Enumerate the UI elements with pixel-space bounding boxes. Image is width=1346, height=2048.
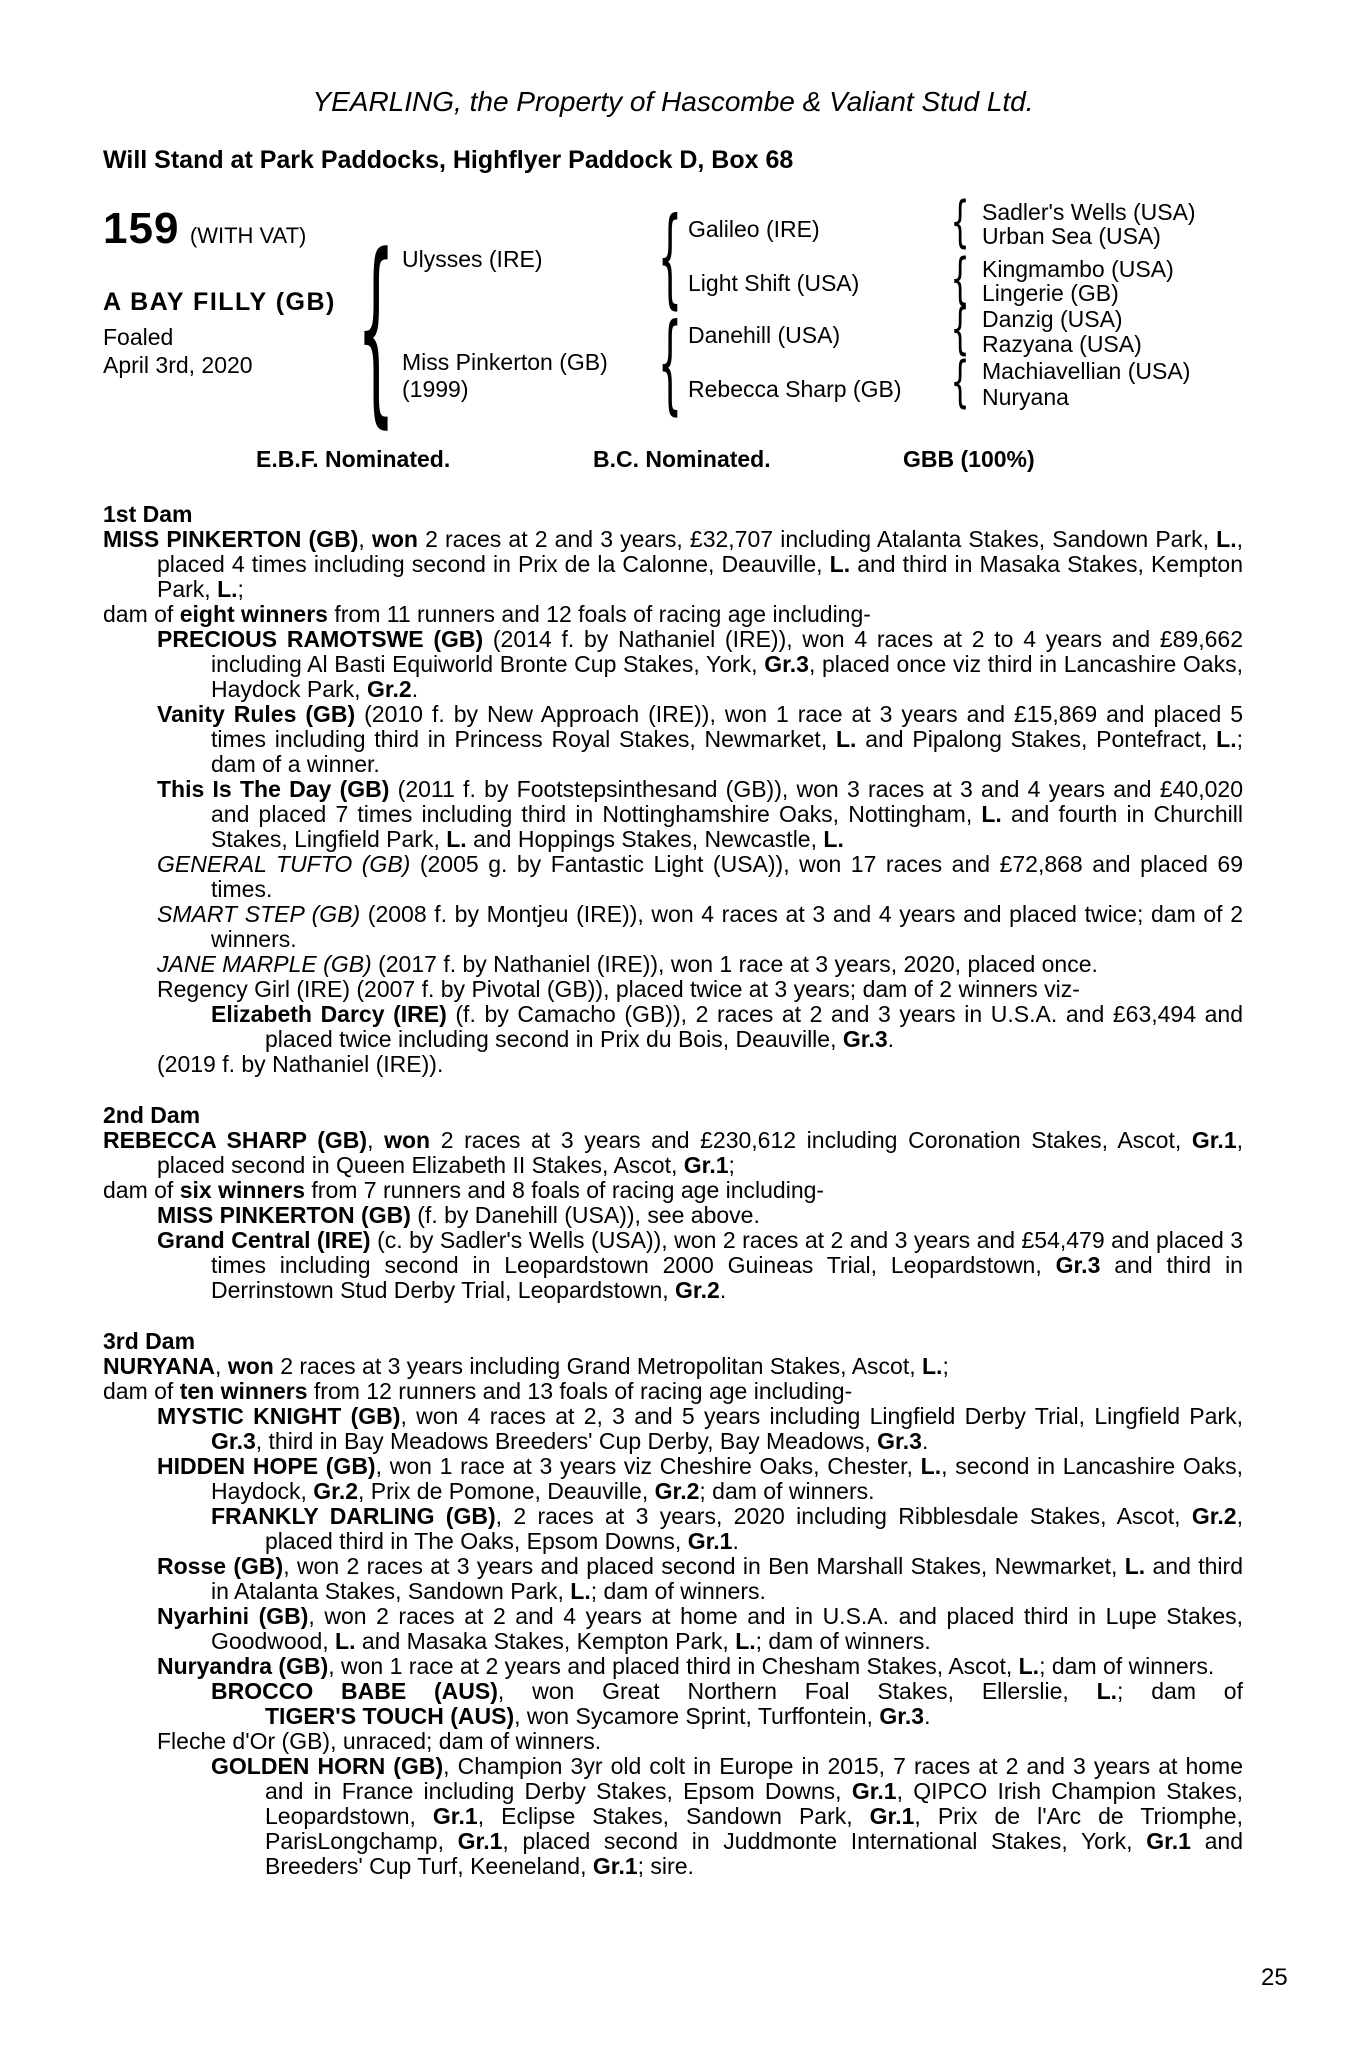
lot-number: 159: [103, 204, 180, 253]
granddam-name: Rebecca Sharp (GB): [688, 376, 902, 402]
vat-note: (WITH VAT): [189, 223, 307, 248]
produce-record: Grand Central (IRE) (c. by Sadler's Wells (USA)), won 2 races at 2 and 3 years and £54,479 and placed 3 times including second in Leopardstown 2000 Guineas Trial, Leopardstown, Gr.3 and third in Derrinstown Stud Derby Trial, Leopardstown, Gr.2.: [157, 1227, 1244, 1303]
lot-line: [103, 204, 306, 254]
produce-record: SMART STEP (GB) (2008 f. by Montjeu (IRE)), won 4 races at 3 and 4 years and placed twice; dam of 2 winners.: [157, 901, 1243, 952]
great-grandparent-name: Urban Sea (USA): [982, 223, 1161, 249]
great-grandparent-name: Kingmambo (USA): [982, 256, 1174, 282]
mare-record: REBECCA SHARP (GB), won 2 races at 3 years and £230,612 including Coronation Stakes, Ascot, Gr.1, placed second in Queen Elizabeth II Stakes, Ascot, Gr.1;: [103, 1127, 1244, 1178]
produce-record: BROCCO BABE (AUS), won Great Northern Foal Stakes, Ellerslie, L.; dam of: [211, 1678, 1243, 1704]
mare-record: dam of eight winners from 11 runners and 12 foals of racing age including-: [103, 601, 871, 627]
great-grandparent-name: Nuryana: [982, 384, 1069, 410]
foaled-date: April 3rd, 2020: [103, 352, 253, 378]
foaled-label: Foaled: [103, 324, 174, 350]
pedigree-brace-icon: {: [657, 300, 683, 426]
produce-record: MYSTIC KNIGHT (GB), won 4 races at 2, 3 and 5 years including Lingfield Derby Trial, Lingfield Park, Gr.3, third in Bay Meadows Breeders' Cup Derby, Bay Meadows, Gr.3.: [157, 1403, 1243, 1454]
great-grandparent-name: Sadler's Wells (USA): [982, 199, 1196, 225]
nomination-ebf: E.B.F. Nominated.: [256, 446, 451, 472]
pedigree-brace-icon: {: [657, 194, 683, 320]
dam-section: [103, 1103, 1243, 1303]
granddam-name: Light Shift (USA): [688, 270, 860, 296]
stand-location: Will Stand at Park Paddocks, Highflyer Paddock D, Box 68: [103, 146, 794, 174]
page-title: YEARLING, the Property of Hascombe & Valiant Stud Ltd.: [312, 86, 1034, 117]
mare-record: MISS PINKERTON (GB), won 2 races at 2 and 3 years, £32,707 including Atalanta Stakes, Sandown Park, L., placed 4 times including second in Prix de la Calonne, Deauville, L. and third in Masaka Stakes, Kempton Park, L.;: [103, 526, 1244, 602]
produce-record: GENERAL TUFTO (GB) (2005 g. by Fantastic Light (USA)), won 17 races and £72,868 and placed 69 times.: [157, 851, 1243, 902]
produce-record: FRANKLY DARLING (GB), 2 races at 3 years, 2020 including Ribblesdale Stakes, Ascot, Gr.2, placed third in The Oaks, Epsom Downs, Gr.1.: [211, 1503, 1243, 1554]
dam-year: (1999): [402, 376, 469, 402]
produce-record: Elizabeth Darcy (IRE) (f. by Camacho (GB)), 2 races at 2 and 3 years in U.S.A. and £63,494 and placed twice including second in Prix du Bois, Deauville, Gr.3.: [211, 1001, 1243, 1052]
pedigree-brace-icon: {: [950, 350, 970, 416]
lot-description: A BAY FILLY (GB): [103, 288, 336, 316]
mare-record: dam of six winners from 7 runners and 8 foals of racing age including-: [103, 1177, 825, 1203]
produce-record: MISS PINKERTON (GB) (f. by Danehill (USA)), see above.: [157, 1202, 760, 1228]
produce-record: (2019 f. by Nathaniel (IRE)).: [157, 1051, 444, 1077]
mare-record: dam of ten winners from 12 runners and 13 foals of racing age including-: [103, 1378, 853, 1404]
produce-record: Regency Girl (IRE) (2007 f. by Pivotal (GB)), placed twice at 3 years; dam of 2 winners viz-: [157, 976, 1080, 1002]
produce-record: Vanity Rules (GB) (2010 f. by New Approach (IRE)), won 1 race at 3 years and £15,869 and placed 5 times including third in Princess Royal Stakes, Newmarket, L. and Pipalong Stakes, Pontefract, L.; dam of a winner.: [157, 701, 1244, 777]
dam-section: [103, 502, 1243, 1077]
dam-heading: 3rd Dam: [103, 1328, 196, 1354]
dam-heading: 1st Dam: [103, 501, 193, 527]
nomination-gbb: GBB (100%): [903, 446, 1035, 472]
produce-record: GOLDEN HORN (GB), Champion 3yr old colt in Europe in 2015, 7 races at 2 and 3 years at home and in France including Derby Stakes, Epsom Downs, Gr.1, QIPCO Irish Champion Stakes, Leopardstown, Gr.1, Eclipse Stakes, Sandown Park, Gr.1, Prix de l'Arc de Triomphe, ParisLongchamp, Gr.1, placed second in Juddmonte International Stakes, York, Gr.1 and Breeders' Cup Turf, Keeneland, Gr.1; sire.: [211, 1753, 1243, 1879]
dam-sections: [103, 502, 1243, 1879]
dam-name: Miss Pinkerton (GB): [402, 349, 608, 375]
page-number: 25: [1261, 1964, 1288, 1991]
great-grandparent-name: Lingerie (GB): [982, 280, 1119, 306]
mare-record: NURYANA, won 2 races at 3 years including Grand Metropolitan Stakes, Ascot, L.;: [103, 1353, 949, 1379]
produce-record: Nyarhini (GB), won 2 races at 2 and 4 years at home and in U.S.A. and placed third in Lupe Stakes, Goodwood, L. and Masaka Stakes, Kempton Park, L.; dam of winners.: [157, 1603, 1244, 1654]
produce-record: This Is The Day (GB) (2011 f. by Footstepsinthesand (GB)), won 3 races at 3 and 4 years and £40,020 and placed 7 times including third in Nottinghamshire Oaks, Nottingham, L. and fourth in Churchill Stakes, Lingfield Park, L. and Hoppings Stakes, Newcastle, L.: [157, 776, 1243, 852]
great-grandparent-name: Machiavellian (USA): [982, 358, 1191, 384]
grandsire-name: Galileo (IRE): [688, 216, 820, 242]
dam-heading: 2nd Dam: [103, 1102, 201, 1128]
pedigree-brace-icon: {: [950, 297, 970, 363]
pedigree-brace-icon: {: [356, 213, 396, 448]
produce-record: TIGER'S TOUCH (AUS), won Sycamore Sprint, Turffontein, Gr.3.: [265, 1703, 931, 1729]
produce-record: JANE MARPLE (GB) (2017 f. by Nathaniel (IRE)), won 1 race at 3 years, 2020, placed once.: [157, 951, 1098, 977]
nomination-bc: B.C. Nominated.: [593, 446, 771, 472]
grandsire-name: Danehill (USA): [688, 322, 841, 348]
pedigree-brace-icon: {: [950, 190, 970, 256]
produce-record: Nuryandra (GB), won 1 race at 2 years and placed third in Chesham Stakes, Ascot, L.; dam of winners.: [157, 1653, 1215, 1679]
produce-record: Fleche d'Or (GB), unraced; dam of winners.: [157, 1728, 602, 1754]
produce-record: HIDDEN HOPE (GB), won 1 race at 3 years viz Cheshire Oaks, Chester, L., second in Lancashire Oaks, Haydock, Gr.2, Prix de Pomone, Deauville, Gr.2; dam of winners.: [157, 1453, 1244, 1504]
great-grandparent-name: Razyana (USA): [982, 331, 1142, 357]
produce-record: Rosse (GB), won 2 races at 3 years and placed second in Ben Marshall Stakes, Newmarket, L. and third in Atalanta Stakes, Sandown Park, L.; dam of winners.: [157, 1553, 1243, 1604]
pedigree-brace-icon: {: [950, 247, 970, 313]
produce-record: PRECIOUS RAMOTSWE (GB) (2014 f. by Nathaniel (IRE)), won 4 races at 2 to 4 years and £89,662 including Al Basti Equiworld Bronte Cup Stakes, York, Gr.3, placed once viz third in Lancashire Oaks, Haydock Park, Gr.2.: [157, 626, 1243, 702]
sire-name: Ulysses (IRE): [402, 246, 543, 272]
great-grandparent-name: Danzig (USA): [982, 306, 1123, 332]
dam-section: [103, 1329, 1243, 1879]
